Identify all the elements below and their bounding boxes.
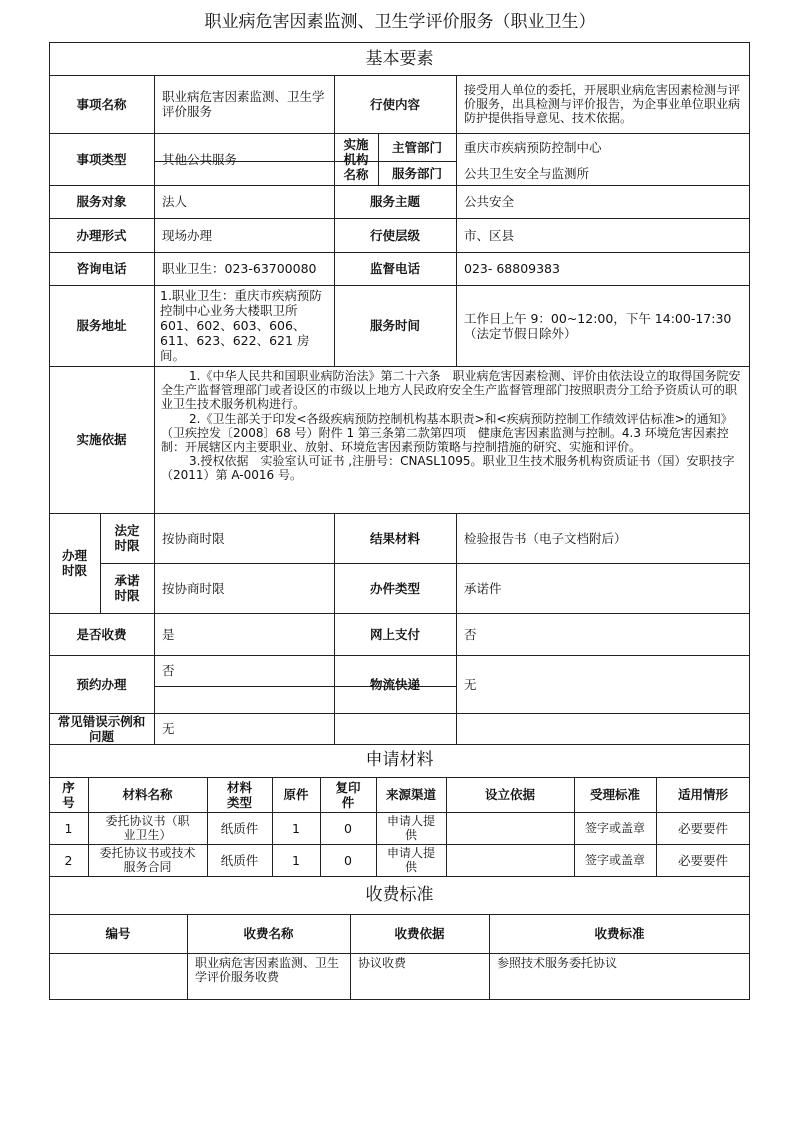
table-cell: 签字或盖章 xyxy=(584,853,645,867)
table-cell: 0 xyxy=(344,852,352,868)
fees-header-number: 编号 xyxy=(105,926,131,941)
table-cell: 1 xyxy=(292,852,300,868)
service-dept-value: 公共卫生安全与监测所 xyxy=(464,165,590,181)
materials-header-index: 序号 xyxy=(62,779,75,810)
table-cell: 2 xyxy=(64,852,73,868)
section-basic-heading: 基本要素 xyxy=(365,48,434,69)
result-label: 结果材料 xyxy=(369,530,420,546)
online-pay-value: 否 xyxy=(464,626,477,642)
consult-phone-label: 咨询电话 xyxy=(76,261,127,276)
table-cell: 委托协议书或技术服务合同 xyxy=(99,846,196,874)
address-label: 服务地址 xyxy=(76,318,127,333)
fees-header-name: 收费名称 xyxy=(243,926,294,941)
basis-paragraph: 3.授权依据 实验室认可证书 ,注册号：CNASL1095。职业卫生技术服务机构资质证书（国）安职技字（2011）第 A-0016 号。 xyxy=(161,454,735,483)
legal-time-label: 法定时限 xyxy=(114,523,140,553)
exercise-content-label: 行使内容 xyxy=(369,96,420,112)
form-value: 现场办理 xyxy=(162,227,213,243)
table-cell xyxy=(446,844,574,876)
supervise-phone-value: 023- 68809383 xyxy=(464,261,560,276)
basis-paragraph: 2.《卫生部关于印发<各级疾病预防控制机构基本职责>和<疾病预防控制工作绩效评估标准>的通知》（卫疾控发〔2008〕68 号）附件 1 第三条第二款第四项 健康危害因素监测与控制。4.3 环境危害因素控制：开展辖区内主要职业、放射、环境危害因素预防策略与控制措施的研究、实施和评价。 xyxy=(161,411,733,455)
item-type-label: 事项类型 xyxy=(76,151,127,167)
express-value: 无 xyxy=(464,676,477,692)
promise-time-label: 承诺时限 xyxy=(114,573,140,603)
legal-time-value: 按协商时限 xyxy=(162,530,225,546)
target-value: 法人 xyxy=(162,194,188,209)
appoint-value: 否 xyxy=(162,663,175,678)
materials-header-type: 材料类型 xyxy=(226,779,252,810)
target-label: 服务对象 xyxy=(76,194,127,209)
section-fees-heading: 收费标准 xyxy=(365,884,434,905)
table-cell: 1 xyxy=(292,820,300,836)
case-type-label: 办件类型 xyxy=(369,580,420,596)
table-cell: 纸质件 xyxy=(220,820,259,836)
impl-org-label: 实施机构名称 xyxy=(343,136,369,182)
result-value: 检验报告书（电子文档附后） xyxy=(464,530,627,546)
level-value: 市、区县 xyxy=(464,227,515,243)
table-cell xyxy=(49,953,187,1000)
table-cell xyxy=(446,812,574,844)
hours-label: 服务时间 xyxy=(369,318,420,333)
errors-label: 常见错误示例和问题 xyxy=(57,713,146,744)
basis-text xyxy=(159,367,749,483)
item-name-label: 事项名称 xyxy=(76,96,127,112)
supervise-phone-label: 监督电话 xyxy=(369,261,420,276)
consult-phone-value: 职业卫生：023-63700080 xyxy=(162,261,317,276)
fees-header-standard: 收费标准 xyxy=(594,926,645,941)
charge-value: 是 xyxy=(162,626,175,642)
appoint-label: 预约办理 xyxy=(76,676,127,692)
address-value: 1.职业卫生：重庆市疾病预防控制中心业务大楼职卫所 601、602、603、606、611、623、622、621 房间。 xyxy=(160,288,322,363)
dept-label: 主管部门 xyxy=(391,139,442,155)
page-title: 职业病危害因素监测、卫生学评价服务（职业卫生） xyxy=(204,12,596,32)
hours-value: 工作日上午 9：00~12:00，下午 14:00-17:30（法定节假日除外） xyxy=(464,310,732,341)
materials-header-name: 材料名称 xyxy=(122,787,173,802)
express-label: 物流快递 xyxy=(369,676,420,692)
materials-header-source: 来源渠道 xyxy=(386,787,437,802)
materials-header-original: 原件 xyxy=(283,787,309,802)
table-cell: 0 xyxy=(344,820,352,836)
materials-header-basis: 设立依据 xyxy=(484,787,535,802)
form-label: 办理形式 xyxy=(76,227,127,243)
basis-label: 实施依据 xyxy=(76,432,127,447)
topic-value: 公共安全 xyxy=(464,194,515,209)
topic-label: 服务主题 xyxy=(369,194,420,209)
online-pay-label: 网上支付 xyxy=(369,626,420,642)
case-type-value: 承诺件 xyxy=(464,580,502,596)
item-type-value: 其他公共服务 xyxy=(162,151,238,167)
table-cell: 申请人提供 xyxy=(386,846,435,874)
materials-header-copy: 复印件 xyxy=(335,779,361,810)
table-cell: 职业病危害因素监测、卫生学评价服务收费 xyxy=(195,956,340,984)
exercise-content-value: 接受用人单位的委托，开展职业病危害因素检测与评价服务，出具检测与评价报告，为企事业单位职业病防护提供指导意见、技术依据。 xyxy=(464,83,741,125)
table-cell: 1 xyxy=(64,820,73,836)
table-cell: 必要要件 xyxy=(677,820,728,836)
materials-header-situation: 适用情形 xyxy=(677,787,728,802)
table-cell: 必要要件 xyxy=(677,852,728,868)
basis-paragraph: 1.《中华人民共和国职业病防治法》第二十六条 职业病危害因素检测、评价由依法设立的取得国务院安全生产监督管理部门或者设区的市级以上地方人民政府安全生产监督管理部门按照职责分工给予资质认可的职业卫生技术服务机构进行。 xyxy=(161,369,741,412)
dept-value: 重庆市疾病预防控制中心 xyxy=(464,139,602,155)
table-cell: 纸质件 xyxy=(220,852,259,868)
table-cell: 参照技术服务委托协议 xyxy=(497,956,618,970)
errors-value: 无 xyxy=(162,721,175,736)
table-cell: 协议收费 xyxy=(358,956,407,970)
charge-label: 是否收费 xyxy=(76,626,127,642)
level-label: 行使层级 xyxy=(369,227,420,243)
item-name-value: 职业病危害因素监测、卫生学评价服务 xyxy=(162,89,325,119)
promise-time-value: 按协商时限 xyxy=(162,580,225,596)
section-materials-heading: 申请材料 xyxy=(365,750,434,770)
table-cell: 签字或盖章 xyxy=(584,821,645,835)
materials-header-standard: 受理标准 xyxy=(589,787,640,802)
time-limit-label: 办理时限 xyxy=(61,548,87,578)
service-dept-label: 服务部门 xyxy=(391,165,442,181)
table-cell: 申请人提供 xyxy=(386,814,435,842)
table-cell: 委托协议书（职业卫生） xyxy=(105,814,190,842)
fees-header-basis: 收费依据 xyxy=(394,926,445,941)
